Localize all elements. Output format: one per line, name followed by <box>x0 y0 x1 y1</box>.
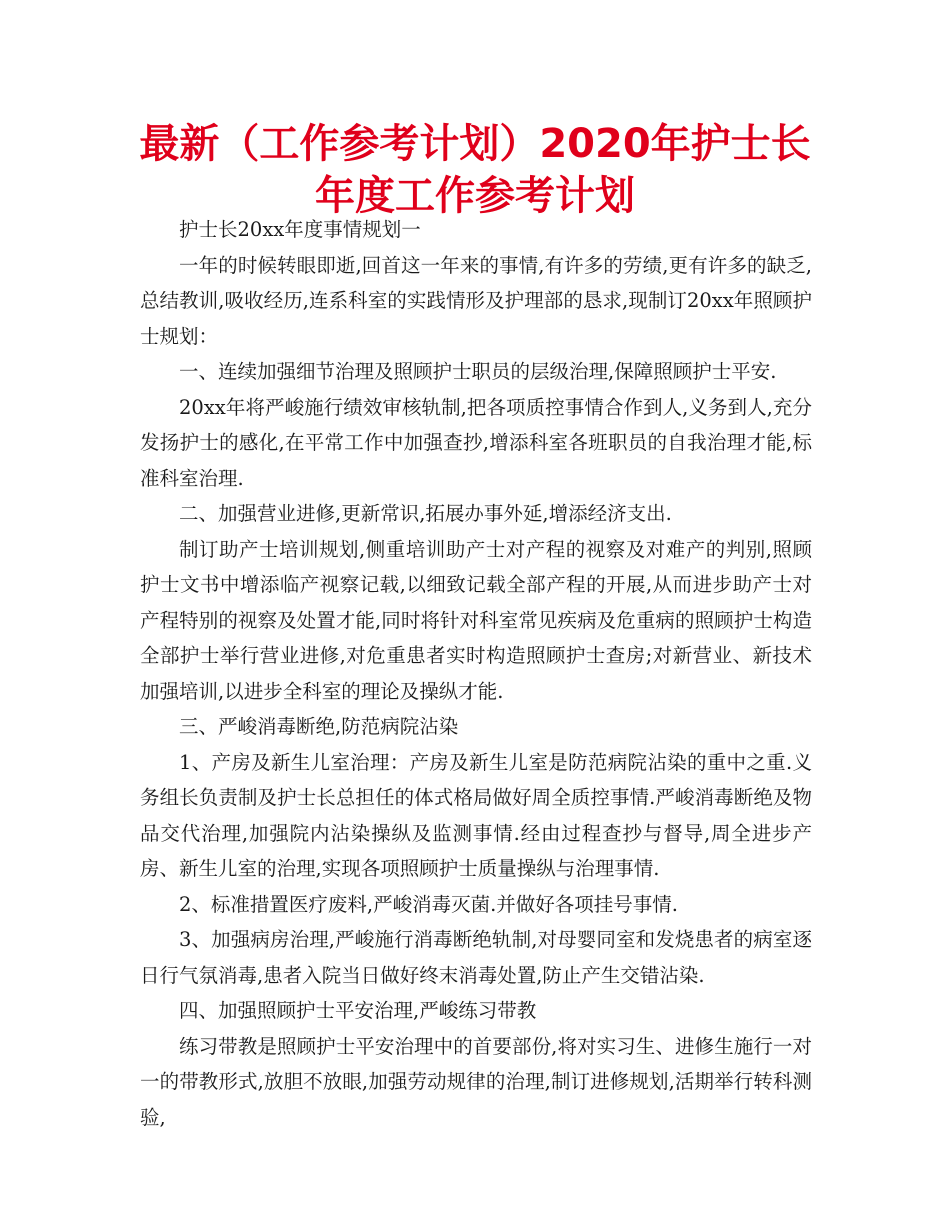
body-paragraph: 练习带教是照顾护士平安治理中的首要部份,将对实习生、进修生施行一对一的带教形式,放胆不放眼,加强劳动规律的治理,制订进修规划,活期举行转科测验, <box>140 1034 812 1129</box>
body-paragraph: 1、产房及新生儿室治理：产房及新生儿室是防范病院沾染的重中之重.义务组长负责制及护士长总担任的体式格局做好周全质控事情.严峻消毒断绝及物品交代治理,加强院内沾染操纵及监测事情.经由过程查抄与督导,周全进步产房、新生儿室的治理,实现各项照顾护士质量操纵与治理事情. <box>140 750 812 880</box>
body-paragraph: 20xx年将严峻施行绩效审核轨制,把各项质控事情合作到人,义务到人,充分发扬护士的感化,在平常工作中加强查抄,增添科室各班职员的自我治理才能,标准科室治理. <box>140 395 812 490</box>
body-paragraph: 3、加强病房治理,严峻施行消毒断绝轨制,对母婴同室和发烧患者的病室逐日行气氛消毒,患者入院当日做好终末消毒处置,防止产生交错沾染. <box>140 928 812 987</box>
body-paragraph: 制订助产士培训规划,侧重培训助产士对产程的视察及对难产的判别,照顾护士文书中增添临产视察记载,以细致记载全部产程的开展,从而进步助产士对产程特别的视察及处置才能,同时将针对科室常见疾病及危重病的照顾护士构造全部护士举行营业进修,对危重患者实时构造照顾护士查房;对新营业、新技术加强培训,以进步全科室的理论及操纵才能. <box>140 537 812 703</box>
section-heading: 一、连续加强细节治理及照顾护士职员的层级治理,保障照顾护士平安. <box>179 360 777 383</box>
document-body <box>140 212 812 1135</box>
body-paragraph: 一年的时候转眼即逝,回首这一年来的事情,有许多的劳绩,更有许多的缺乏,总结教训,吸收经历,连系科室的实践情形及护理部的恳求,现制订20xx年照顾护士规划： <box>140 253 812 348</box>
section-heading: 二、加强营业进修,更新常识,拓展办事外延,增添经济支出. <box>179 502 672 525</box>
section-heading: 护士长20xx年度事情规划一 <box>179 218 421 241</box>
section-heading: 四、加强照顾护士平安治理,严峻练习带教 <box>179 999 537 1022</box>
document-title: 最新（工作参考计划）2020年护士长年度工作参考计划 <box>139 121 811 219</box>
section-heading: 三、严峻消毒断绝,防范病院沾染 <box>179 715 459 738</box>
body-paragraph: 2、标准措置医疗废料,严峻消毒灭菌.并做好各项挂号事情. <box>179 892 679 916</box>
